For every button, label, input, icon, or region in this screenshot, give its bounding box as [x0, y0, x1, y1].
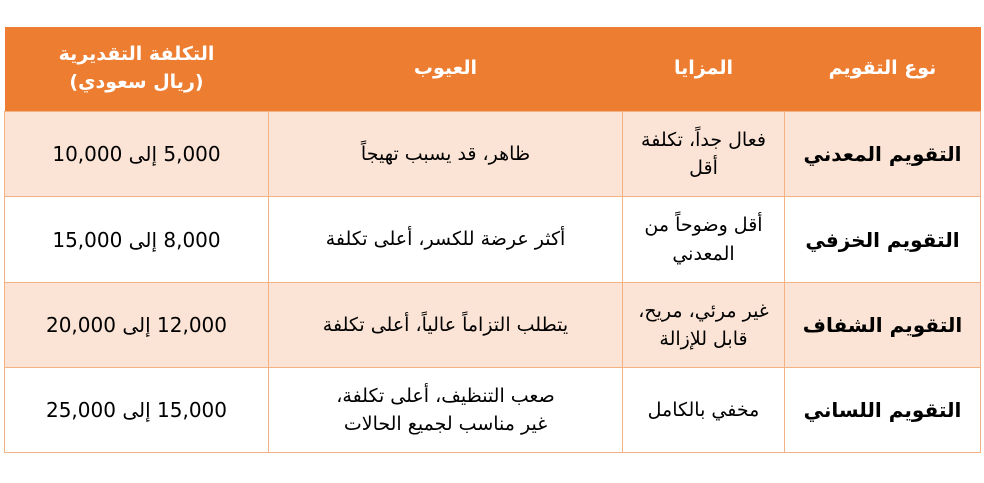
table-row — [5, 368, 981, 453]
cell-cons — [269, 112, 623, 197]
cell-pros-line: المعدني — [672, 242, 735, 265]
header-cost-line2: (ريال سعودي) — [69, 71, 204, 93]
table-row — [5, 112, 981, 197]
table-row — [5, 283, 981, 368]
cell-pros-line: غير مرئي، مريح، — [638, 299, 769, 322]
cell-cons-line: غير مناسب لجميع الحالات — [343, 413, 548, 435]
header-cost — [5, 27, 269, 112]
cell-pros-line: فعال جداً، تكلفة — [641, 128, 766, 151]
cell-pros — [623, 197, 785, 283]
cell-cons-line: أكثر عرضة للكسر، أعلى تكلفة — [325, 228, 566, 251]
cell-pros — [623, 112, 785, 197]
cell-cons-line: صعب التنظيف، أعلى تكلفة، — [336, 384, 555, 407]
header-row — [5, 27, 981, 112]
cell-pros-line: أقل وضوحاً من — [644, 214, 763, 236]
cell-type: التقويم الشفاف — [785, 283, 981, 368]
cell-cons-line: يتطلب التزاماً عالياً، أعلى تكلفة — [322, 313, 569, 336]
cell-pros-line: مخفي بالكامل — [647, 398, 760, 421]
header-cons: العيوب — [269, 27, 623, 112]
cell-cons-line: ظاهر، قد يسبب تهيجاً — [360, 142, 531, 165]
cell-cons — [269, 368, 623, 453]
table-header — [5, 27, 981, 112]
braces-comparison-table — [4, 27, 981, 453]
cell-cost: 15,000 إلى 25,000 — [5, 368, 269, 453]
header-pros: المزايا — [623, 27, 785, 112]
header-type: نوع التقويم — [785, 27, 981, 112]
table-body — [5, 112, 981, 453]
braces-comparison-table-container — [4, 27, 980, 453]
cell-type: التقويم الخزفي — [785, 197, 981, 283]
cell-cons — [269, 197, 623, 283]
cell-pros-line: أقل — [689, 157, 718, 179]
cell-pros-line: قابل للإزالة — [659, 328, 748, 350]
cell-type: التقويم اللساني — [785, 368, 981, 453]
cell-pros — [623, 368, 785, 453]
cell-cost: 5,000 إلى 10,000 — [5, 112, 269, 197]
header-cost-line1: التكلفة التقديرية — [58, 43, 215, 66]
cell-type: التقويم المعدني — [785, 112, 981, 197]
table-row — [5, 197, 981, 283]
cell-cost: 8,000 إلى 15,000 — [5, 197, 269, 283]
cell-pros — [623, 283, 785, 368]
cell-cons — [269, 283, 623, 368]
cell-cost: 12,000 إلى 20,000 — [5, 283, 269, 368]
